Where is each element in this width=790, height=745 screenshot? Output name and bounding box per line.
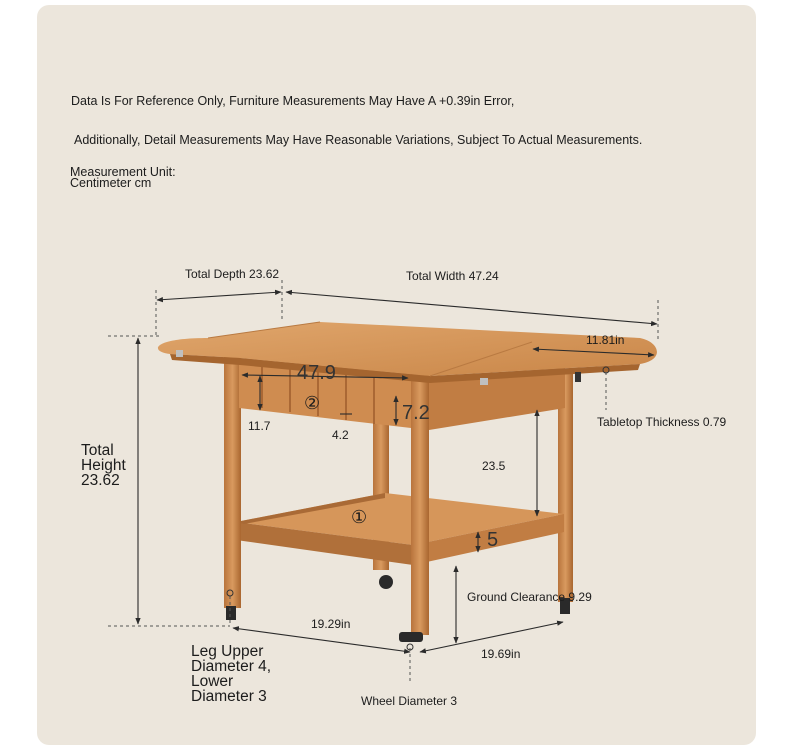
- measurement-unit-label: Measurement Unit:: [70, 165, 176, 179]
- total-width-label: Total Width 47.24: [406, 269, 499, 283]
- leg-diameter-label: Leg Upper Diameter 4, Lower Diameter 3: [191, 643, 272, 705]
- base-depth-label: 19.29in: [311, 617, 351, 631]
- tabletop-thickness-label: Tabletop Thickness 0.79: [597, 415, 727, 429]
- drawer-depth-label: 11.7: [248, 419, 271, 433]
- drawer-width-label: 47.9: [297, 362, 336, 384]
- measurement-unit-value: Centimeter cm: [70, 176, 152, 190]
- drawer-gap-label: 4.2: [332, 428, 349, 442]
- total-height-label: Total Height 23.62: [81, 442, 126, 489]
- disclaimer-line-1: Data Is For Reference Only, Furniture Measurements May Have A +0.39in Error,: [71, 94, 515, 108]
- base-width-label: 19.69in: [481, 647, 521, 661]
- shelf-rim-label: 5: [487, 529, 499, 551]
- wheels: [226, 575, 570, 642]
- wheel-diameter-label: Wheel Diameter 3: [361, 694, 458, 708]
- leaf-width-label: 11.81in: [586, 333, 625, 347]
- front-leg-left: [224, 352, 241, 608]
- drawer-height-label: 7.2: [402, 402, 430, 424]
- shelf-gap-label: 23.5: [482, 459, 506, 473]
- ground-clearance-label: Ground Clearance 9.29: [467, 590, 592, 604]
- disclaimer-line-2: Additionally, Detail Measurements May Have Reasonable Variations, Subject To Actual Measurements.: [74, 133, 643, 147]
- total-depth-label: Total Depth 23.62: [185, 267, 280, 281]
- shelf-marker: ①: [351, 507, 368, 527]
- drawer-marker: ②: [304, 393, 321, 413]
